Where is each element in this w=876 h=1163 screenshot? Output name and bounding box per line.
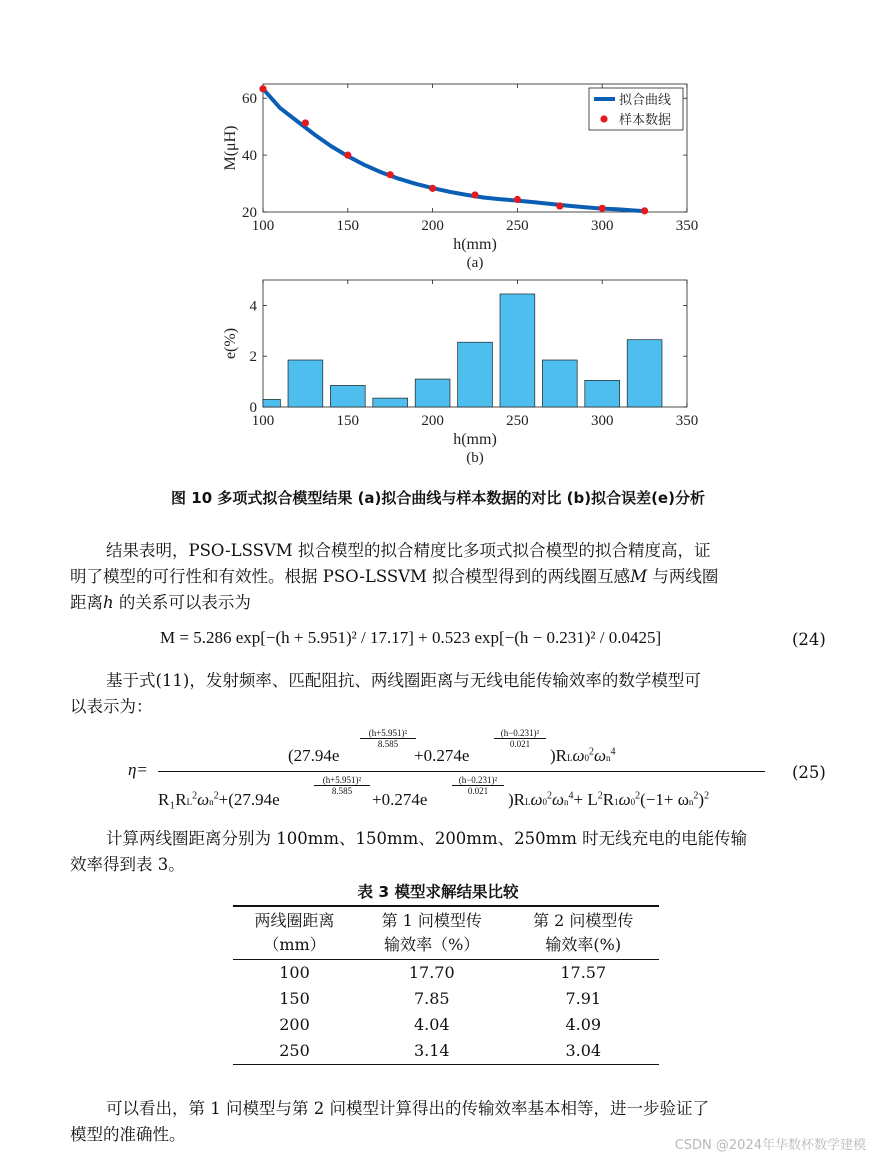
figure-caption: 图 10 多项式拟合模型结果 (a)拟合曲线与样本数据的对比 (b)拟合误差(e)分析: [171, 489, 705, 507]
omega-symbol: ω: [572, 746, 585, 765]
x-tick-label: 250: [506, 218, 529, 234]
table-title: 表 3 模型求解结果比较: [357, 883, 519, 901]
variable-h: h: [103, 593, 114, 612]
x-tick-label: 350: [675, 218, 699, 234]
omega-symbol: ω: [552, 790, 565, 809]
superscript: 2: [635, 790, 641, 802]
omega-symbol: ω: [197, 790, 210, 809]
denominator-term: )R: [508, 790, 525, 809]
subscript: 0: [630, 797, 636, 807]
paragraph-line: 效率得到表 3。: [70, 855, 185, 874]
denominator-term: + L: [573, 790, 598, 809]
subscript: 1: [614, 797, 619, 807]
subscript: n: [209, 797, 214, 807]
omega-symbol: ω: [594, 746, 607, 765]
exponent-numerator: (h−0.231)²: [494, 728, 546, 739]
y-tick-label: 20: [242, 205, 257, 221]
superscript: 2: [192, 790, 198, 802]
error-bar: [627, 340, 662, 407]
table-cell: 7.85: [413, 989, 450, 1008]
sample-data-point: [387, 171, 394, 178]
exponent-denominator: 8.585: [377, 739, 399, 749]
numerator-term: (27.94e: [288, 746, 340, 765]
equation-24: M = 5.286 exp[−(h + 5.951)² / 17.17] + 0.523 exp[−(h − 0.231)² / 0.0425]: [160, 628, 662, 647]
header-line: 第 1 问模型传: [381, 911, 482, 930]
table-cell: 150: [279, 989, 310, 1008]
x-tick-label: 350: [675, 413, 699, 429]
error-bar: [458, 342, 493, 407]
y-axis-label: e(%): [222, 327, 239, 360]
table-cell: 17.70: [408, 963, 455, 982]
figure-a-chart: [0, 0, 876, 280]
superscript: 4: [568, 790, 574, 802]
x-tick-label: 150: [336, 218, 360, 234]
eta-symbol: η=: [128, 760, 148, 779]
subscript: n: [688, 797, 694, 807]
legend-marker-swatch: [600, 115, 607, 122]
superscript: 4: [610, 746, 616, 758]
paragraph-line: 结果表明，PSO-LSSVM 拟合模型的拟合精度比多项式拟合模型的拟合精度高，证: [106, 541, 711, 560]
header-line: 第 2 问模型传: [533, 911, 634, 930]
exponent-numerator: (h+5.951)²: [314, 775, 370, 786]
text-run: 与两线圈: [647, 567, 719, 586]
omega-symbol: ω: [618, 790, 631, 809]
table-row: [233, 1012, 659, 1038]
subscript: L: [186, 797, 193, 807]
text-run: 明了模型的可行性和有效性。根据 PSO-LSSVM 拟合模型得到的两线圈互感: [70, 567, 631, 586]
equation-25-numerator: [288, 746, 339, 766]
subfigure-label: (b): [466, 450, 484, 466]
x-tick-label: 300: [590, 413, 614, 429]
table-cell: 4.04: [413, 1015, 450, 1034]
table-cell: 200: [279, 1015, 310, 1034]
results-table: [233, 905, 659, 1065]
superscript: 2: [597, 790, 603, 802]
exponent-denominator: 0.021: [467, 786, 489, 796]
equation-25-number: (25): [792, 763, 826, 782]
sample-data-point: [344, 152, 351, 159]
x-axis-label: h(mm): [453, 431, 497, 448]
numerator-term: +0.274e: [414, 746, 470, 765]
table-cell: 100: [279, 963, 310, 982]
column-header: [508, 906, 660, 960]
x-tick-label: 150: [336, 413, 360, 429]
equation-25-lhs: [128, 760, 148, 780]
table-row: [233, 960, 659, 987]
error-bar: [373, 398, 408, 407]
error-bar: [500, 294, 535, 407]
denominator-term: (−1+ ω: [640, 790, 689, 809]
y-tick-label: 40: [242, 148, 257, 165]
error-bar: [288, 360, 323, 407]
y-axis-label: M(μH): [222, 125, 239, 171]
paragraph-model: [70, 668, 830, 720]
error-bar: [585, 380, 620, 407]
legend: [589, 88, 683, 130]
omega-symbol: ω: [530, 790, 543, 809]
exponent-denominator: 0.021: [509, 739, 531, 749]
subscript: L: [567, 753, 573, 763]
superscript: 2: [693, 790, 699, 802]
header-line: 输效率(%): [545, 935, 622, 954]
sample-data-point: [641, 207, 648, 214]
x-tick-label: 250: [506, 413, 529, 429]
denominator-term: +(27.94e: [218, 790, 280, 809]
table-header-row: [233, 906, 659, 960]
superscript: 2: [547, 790, 553, 802]
superscript: 2: [704, 790, 710, 802]
equation-24-number: (24): [792, 630, 826, 649]
paragraph-results: [70, 538, 830, 616]
x-tick-label: 200: [421, 218, 444, 234]
subscript: 0: [584, 753, 590, 763]
denominator-term: +0.274e: [372, 790, 428, 809]
x-tick-label: 200: [421, 413, 444, 429]
fraction-bar: [158, 771, 765, 772]
variable-m: M: [630, 567, 648, 586]
table-cell: 3.14: [356, 1038, 507, 1065]
subscript: L: [525, 797, 531, 807]
sample-data-point: [514, 196, 521, 203]
sample-data-point: [471, 191, 478, 198]
denominator-term: R₁R: [158, 790, 187, 809]
exponent-numerator: (h−0.231)²: [452, 775, 504, 786]
superscript: 2: [589, 746, 595, 758]
sample-data-point: [599, 205, 606, 212]
exponent-fraction: [452, 775, 504, 796]
watermark: CSDN @2024年华数杯数学建模: [674, 1138, 866, 1153]
table-cell: 17.57: [560, 963, 607, 982]
x-tick-label: 100: [251, 218, 275, 234]
paragraph-line: 模型的准确性。: [70, 1125, 186, 1144]
paragraph-line: [70, 564, 830, 590]
error-bar: [542, 360, 577, 407]
table-cell: 3.04: [508, 1038, 660, 1065]
paragraph-line: 计算两线圈距离分别为 100mm、150mm、200mm、250mm 时无线充电的电能传输: [106, 829, 748, 848]
header-line: 两线圈距离: [254, 911, 335, 930]
exponent-fraction: [314, 775, 370, 796]
x-tick-label: 100: [251, 413, 275, 429]
x-axis-label: h(mm): [453, 236, 497, 253]
table-cell: 7.91: [565, 989, 602, 1008]
subscript: n: [564, 797, 569, 807]
sample-data-point: [302, 119, 309, 126]
x-tick-label: 300: [590, 218, 614, 234]
exponent-numerator: (h+5.951)²: [360, 728, 416, 739]
table-cell: 4.09: [565, 1015, 602, 1034]
subfigure-label: (a): [466, 255, 484, 271]
superscript: 2: [213, 790, 219, 802]
column-header: [233, 906, 356, 960]
subscript: 0: [542, 797, 548, 807]
table-row: [233, 1038, 659, 1065]
exponent-denominator: 8.585: [331, 786, 353, 796]
error-bar: [415, 379, 450, 407]
paragraph-line: 可以看出，第 1 问模型与第 2 问模型计算得出的传输效率基本相等，进一步验证了: [106, 1099, 709, 1118]
y-tick-label: 2: [249, 349, 257, 366]
text-run: 的关系可以表示为: [113, 593, 251, 612]
exponent-fraction: [360, 728, 416, 749]
paragraph-line: [70, 590, 830, 616]
numerator-tail: [550, 746, 616, 766]
legend-label: 拟合曲线: [619, 93, 672, 108]
fit-curve-line: [263, 89, 645, 211]
table-cell: 250: [233, 1038, 356, 1065]
plot-frame: [263, 280, 687, 407]
exponent-fraction: [494, 728, 546, 749]
table-row: [233, 986, 659, 1012]
subscript: n: [606, 753, 611, 763]
numerator-term: )R: [550, 746, 567, 765]
paragraph-calculation: [70, 826, 830, 878]
y-tick-label: 60: [242, 91, 257, 108]
legend-label: 样本数据: [619, 113, 672, 128]
header-line: （mm）: [263, 935, 326, 954]
sample-data-point: [429, 185, 436, 192]
header-line: 输效率（%）: [384, 935, 480, 954]
equation-25-denominator: [158, 790, 280, 810]
text-run: 距离: [70, 593, 103, 612]
sample-data-point: [259, 85, 266, 92]
y-tick-label: 0: [249, 400, 257, 416]
y-tick-label: 4: [249, 298, 257, 315]
paragraph-line: 基于式(11)，发射频率、匹配阻抗、两线圈距离与无线电能传输效率的数学模型可: [106, 671, 701, 690]
sample-data-point: [556, 202, 563, 209]
error-bar: [330, 385, 365, 407]
paragraph-line: 以表示为：: [70, 697, 153, 716]
error-bar: [263, 399, 280, 407]
column-header: [356, 906, 507, 960]
denominator-tail: )$RL\omega 0^2\omega n^4+ L^2R1\omega 0^2(-1+ \omega n^2)^2$: [508, 790, 710, 809]
